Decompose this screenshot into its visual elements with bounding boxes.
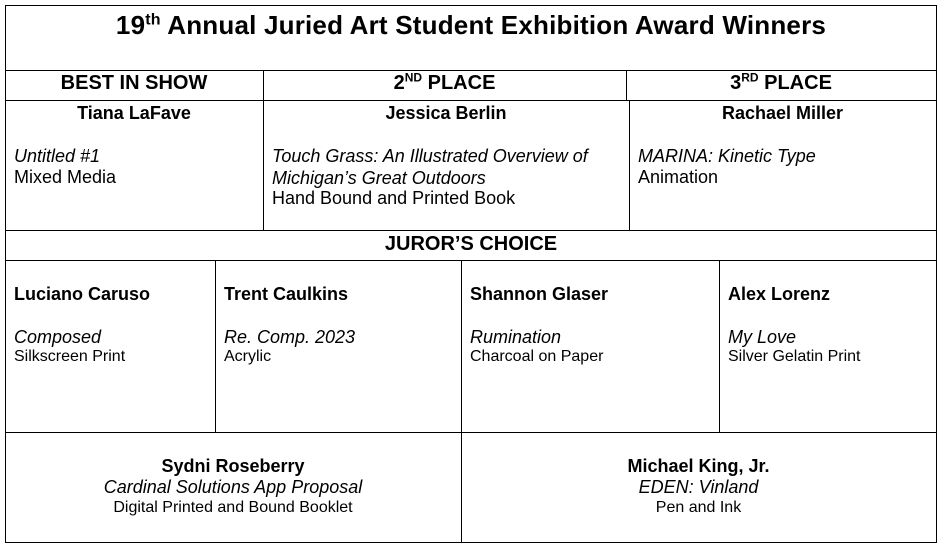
header-third-place: 3RD PLACE	[730, 70, 832, 94]
header-best-in-show: BEST IN SHOW	[60, 72, 208, 94]
column-divider	[215, 260, 216, 432]
winner-name: Jessica Berlin	[385, 103, 507, 123]
winner-name: Trent Caulkins	[224, 284, 349, 304]
winner-name: Shannon Glaser	[470, 284, 609, 304]
artwork-title: Touch Grass: An Illustrated Overview of	[272, 146, 588, 166]
winner-name: Rachael Miller	[721, 103, 844, 123]
artwork-medium: Silkscreen Print	[14, 348, 126, 365]
artwork-medium: Animation	[638, 167, 719, 187]
artwork-title: Composed	[14, 327, 102, 347]
winner-name: Sydni Roseberry	[161, 456, 305, 476]
table-border-top	[5, 5, 937, 6]
row-divider	[5, 260, 937, 261]
row-divider	[5, 70, 937, 71]
winner-name: Tiana LaFave	[77, 103, 191, 123]
winner-name: Michael King, Jr.	[627, 456, 770, 476]
artwork-title: EDEN: Vinland	[638, 477, 759, 497]
header-second-place: 2ND PLACE	[393, 70, 496, 94]
table-border-bottom	[5, 542, 937, 543]
header-jurors-choice: JUROR’S CHOICE	[384, 233, 558, 255]
artwork-medium: Charcoal on Paper	[470, 348, 604, 365]
row-divider	[5, 230, 937, 231]
artwork-title: Cardinal Solutions App Proposal	[103, 477, 363, 497]
artwork-title: MARINA: Kinetic Type	[638, 146, 816, 166]
artwork-medium: Digital Printed and Bound Booklet	[113, 499, 353, 516]
artwork-title: Rumination	[470, 327, 562, 347]
winner-name: Luciano Caruso	[14, 284, 151, 304]
artwork-medium: Pen and Ink	[655, 499, 742, 516]
table-border-right	[936, 5, 937, 543]
page-title: 19th Annual Juried Art Student Exhibition Award Winners	[115, 10, 827, 40]
artwork-title: Re. Comp. 2023	[224, 327, 356, 347]
row-divider	[5, 432, 937, 433]
winner-name: Alex Lorenz	[728, 284, 831, 304]
artwork-title: Untitled #1	[14, 146, 101, 166]
artwork-title: My Love	[728, 327, 797, 347]
row-divider	[5, 100, 937, 101]
column-divider	[719, 260, 720, 432]
artwork-medium: Acrylic	[224, 348, 272, 365]
artwork-medium: Mixed Media	[14, 167, 117, 187]
artwork-medium: Hand Bound and Printed Book	[272, 188, 516, 208]
artwork-medium: Silver Gelatin Print	[728, 348, 861, 365]
artwork-title: Michigan’s Great Outdoors	[272, 168, 486, 188]
